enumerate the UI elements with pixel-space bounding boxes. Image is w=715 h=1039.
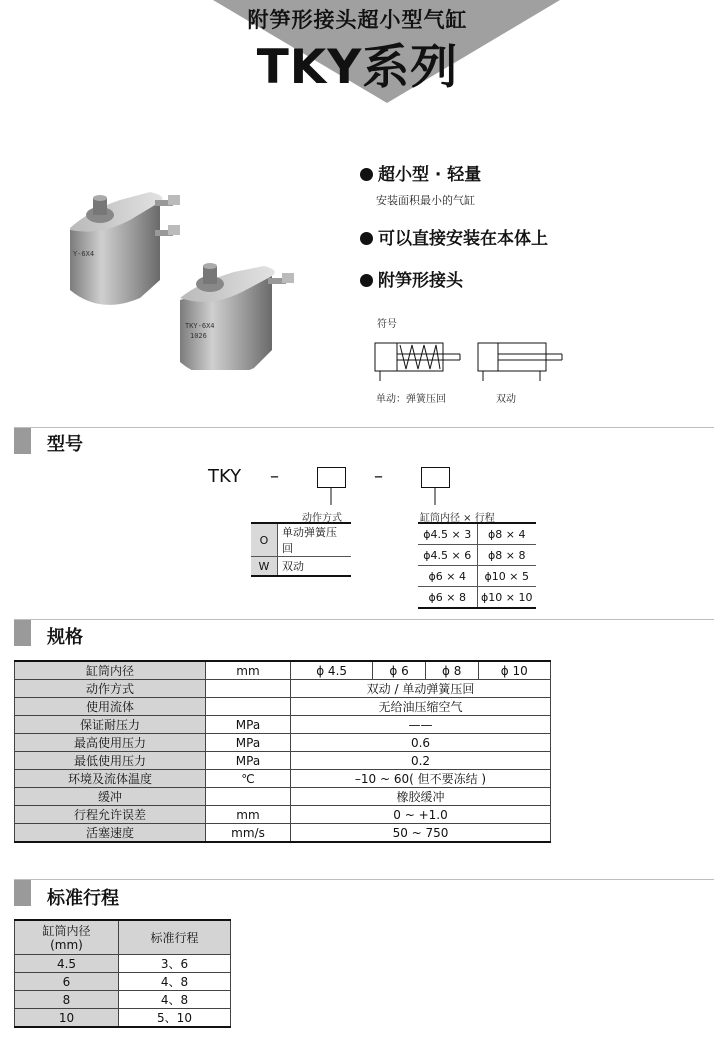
- section-marker: [14, 880, 31, 906]
- table-row: 6 4、8: [15, 973, 231, 991]
- section-title-spec: 规格: [47, 627, 83, 648]
- table-row: 保证耐压力 MPa ——: [15, 716, 551, 734]
- table-row: ϕ6 × 8 ϕ10 × 10: [418, 587, 536, 609]
- feature-1: 超小型 · 轻量: [360, 160, 481, 185]
- table-row: 4.5 3、6: [15, 955, 231, 973]
- table-row: 行程允许误差 mm 0 ~ +1.0: [15, 806, 551, 824]
- model-prefix: TKY: [208, 466, 242, 487]
- symbol-double-label: 双动: [496, 394, 516, 405]
- table-row: 最高使用压力 MPa 0.6: [15, 734, 551, 752]
- section-title-stroke: 标准行程: [47, 888, 119, 909]
- table-row: W 双动: [251, 557, 351, 577]
- section-title-model: 型号: [47, 434, 83, 455]
- feature-3: 附笋形接头: [360, 266, 463, 291]
- model-dash: –: [374, 466, 383, 487]
- header-subtitle: 附笋形接头超小型气缸: [247, 8, 468, 32]
- table-row: 动作方式 双动 / 单动弹簧压回: [15, 680, 551, 698]
- feature-1-note: 安装面积最小的气缸: [376, 194, 475, 207]
- action-options-table: [251, 522, 351, 577]
- table-row: 缸筒内径 mm ϕ 4.5 ϕ 6 ϕ 8 ϕ 10: [15, 661, 551, 680]
- spec-table: [14, 660, 551, 843]
- section-marker: [14, 620, 31, 646]
- symbol-title: 符号: [377, 319, 397, 330]
- table-row: ϕ4.5 × 3 ϕ8 × 4: [418, 523, 536, 545]
- feature-2: 可以直接安装在本体上: [360, 224, 548, 249]
- section-divider: [14, 879, 714, 880]
- table-row: 环境及流体温度 ℃ –10 ~ 60( 但不要冻结 ): [15, 770, 551, 788]
- table-row: O 单动弹簧压回: [251, 523, 351, 557]
- bore-title: 缸筒内径 × 行程: [420, 513, 495, 524]
- unit1-marking: Y-6X4: [73, 250, 95, 258]
- svg-text:TKY-6X4: TKY-6X4: [185, 322, 215, 330]
- table-row: 使用流体 无给油压缩空气: [15, 698, 551, 716]
- section-divider: [14, 619, 714, 620]
- svg-text:1026: 1026: [190, 332, 207, 340]
- model-dash: –: [270, 466, 279, 487]
- table-row: ϕ6 × 4 ϕ10 × 5: [418, 566, 536, 587]
- table-row: 10 5、10: [15, 1009, 231, 1028]
- stroke-table: [14, 919, 231, 1028]
- table-row: 缸筒内径 (mm) 标准行程: [15, 920, 231, 955]
- table-row: 最低使用压力 MPa 0.2: [15, 752, 551, 770]
- table-row: 活塞速度 mm/s 50 ~ 750: [15, 824, 551, 843]
- symbol-single-label: 单动：弹簧压回: [376, 394, 446, 405]
- bore-options-table: [418, 522, 536, 609]
- page-title: TKY系列: [256, 40, 459, 95]
- table-row: 缓冲 橡胶缓冲: [15, 788, 551, 806]
- table-row: ϕ4.5 × 6 ϕ8 × 8: [418, 545, 536, 566]
- action-title: 动作方式: [302, 513, 342, 524]
- table-row: 8 4、8: [15, 991, 231, 1009]
